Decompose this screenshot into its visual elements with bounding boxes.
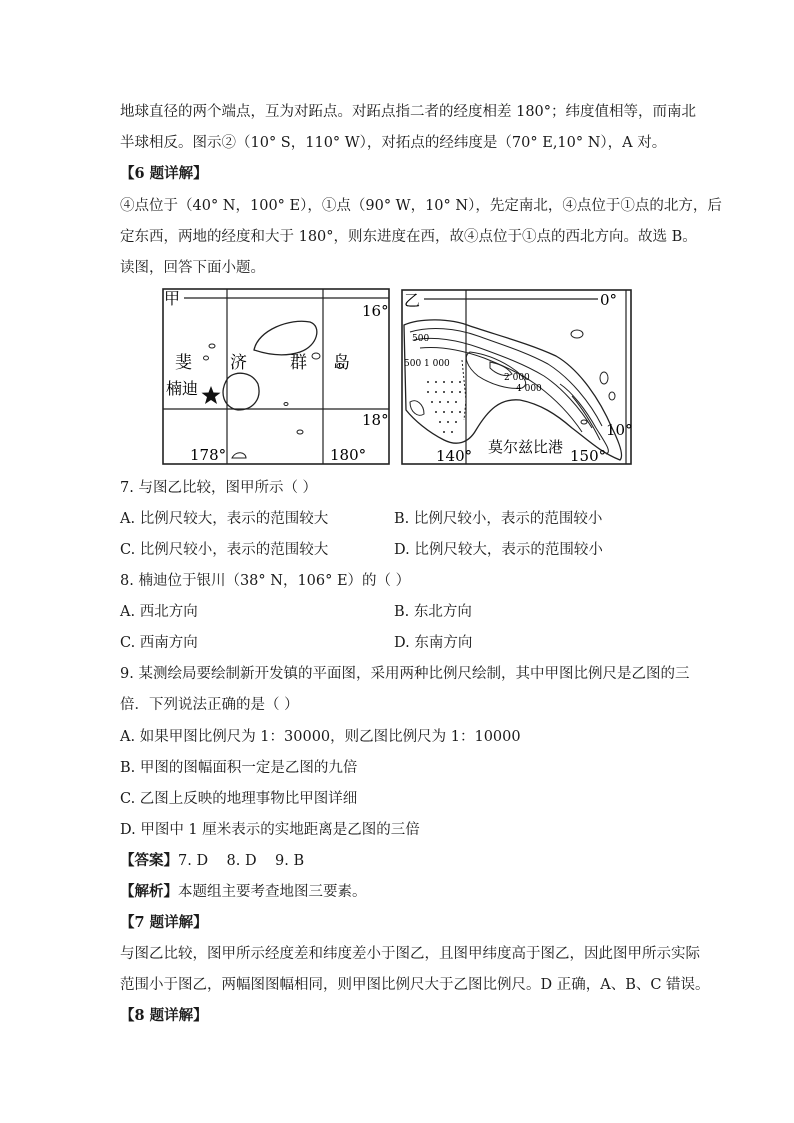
map-yi-lat-top: 0° xyxy=(600,291,618,309)
map-jia-label: 济 xyxy=(230,353,247,373)
option-7c: C. 比例尺较小，表示的范围较大 xyxy=(120,542,329,558)
option-7d: D. 比例尺较大，表示的范围较小 xyxy=(394,542,603,558)
contour-label: 2 000 xyxy=(504,373,530,383)
answer-label: 【答案】 xyxy=(120,852,178,869)
map-jia-title: 甲 xyxy=(164,289,181,308)
paragraph-line: 地球直径的两个端点，互为对跖点。对跖点指二者的经度相差 180°；纬度值相等，而南北 xyxy=(120,104,697,120)
map-jia-lat-bottom: 18° xyxy=(362,411,389,429)
city-star-icon xyxy=(202,386,221,404)
analysis-text: 本题组主要考查地图三要素。 xyxy=(178,884,367,900)
question-9: 9. 某测绘局要绘制新开发镇的平面图，采用两种比例尺绘制，其中甲图比例尺是乙图的三 xyxy=(120,666,690,682)
contour-label: 1 000 xyxy=(424,359,450,369)
question-7: 7. 与图乙比较，图甲所示（ ） xyxy=(120,480,318,496)
map-jia-city: 楠迪 xyxy=(166,379,199,398)
map-yi-city: 莫尔兹比港 xyxy=(488,438,564,456)
map-yi-lat-bottom: 10° xyxy=(606,421,633,439)
option-7a: A. 比例尺较大，表示的范围较大 xyxy=(120,511,329,527)
paragraph-line: 范围小于图乙，两幅图图幅相同，则甲图比例尺大于乙图比例尺。D 正确，A、B、C 错误。 xyxy=(120,977,710,993)
analysis-label: 【解析】 xyxy=(120,883,178,900)
option-9d: D. 甲图中 1 厘米表示的实地距离是乙图的三倍 xyxy=(120,822,420,838)
option-8d: D. 东南方向 xyxy=(394,635,473,651)
map-jia-lon-right: 180° xyxy=(330,446,367,464)
map-yi-lon-right: 150° xyxy=(570,447,607,465)
map-yi-lon-left: 140° xyxy=(436,447,473,465)
contour-label: 500 xyxy=(412,334,430,344)
paragraph-line: 半球相反。图示②（10° S，110° W），对拓点的经纬度是（70° E,10° N），A 对。 xyxy=(120,135,667,151)
option-8a: A. 西北方向 xyxy=(120,604,198,620)
question-9: 倍．下列说法正确的是（ ） xyxy=(120,697,299,713)
option-8b: B. 东北方向 xyxy=(394,604,472,620)
section-heading: 【6 题详解】 xyxy=(120,165,208,182)
contour-label: 4 000 xyxy=(516,384,542,394)
option-9a: A. 如果甲图比例尺为 1：30000，则乙图比例尺为 1：10000 xyxy=(120,729,521,745)
section-heading: 【7 题详解】 xyxy=(120,914,208,931)
answer-line xyxy=(120,851,304,871)
map-jia xyxy=(163,289,389,464)
option-9c: C. 乙图上反映的地理事物比甲图详细 xyxy=(120,791,358,807)
map-yi-title: 乙 xyxy=(404,291,421,310)
option-8c: C. 西南方向 xyxy=(120,635,198,651)
map-jia-lat-top: 16° xyxy=(362,302,389,320)
map-jia-label: 群 xyxy=(290,353,307,373)
paragraph-line: 读图，回答下面小题。 xyxy=(120,260,265,276)
map-jia-lon-left: 178° xyxy=(190,446,227,464)
paragraph-line: 与图乙比较，图甲所示经度差和纬度差小于图乙，且图甲纬度高于图乙，因此图甲所示实际 xyxy=(120,946,700,962)
map-jia-label: 岛 xyxy=(333,353,350,373)
paragraph-line: ④点位于（40° N，100° E），①点（90° W，10° N），先定南北，④点位于①点的北方，后 xyxy=(120,198,722,214)
map-yi xyxy=(402,290,633,465)
option-7b: B. 比例尺较小，表示的范围较小 xyxy=(394,511,603,527)
question-8: 8. 楠迪位于银川（38° N，106° E）的（ ） xyxy=(120,573,411,589)
option-9b: B. 甲图的图幅面积一定是乙图的九倍 xyxy=(120,760,358,776)
section-heading: 【8 题详解】 xyxy=(120,1007,208,1024)
contour-label: 500 xyxy=(404,359,422,369)
map-jia-label: 斐 xyxy=(175,353,192,373)
analysis-line xyxy=(120,882,367,902)
answer-text: 7. D 8. D 9. B xyxy=(178,853,305,869)
paragraph-line: 定东西，两地的经度和大于 180°，则东进度在西，故④点位于①点的西北方向。故选 B。 xyxy=(120,229,697,245)
